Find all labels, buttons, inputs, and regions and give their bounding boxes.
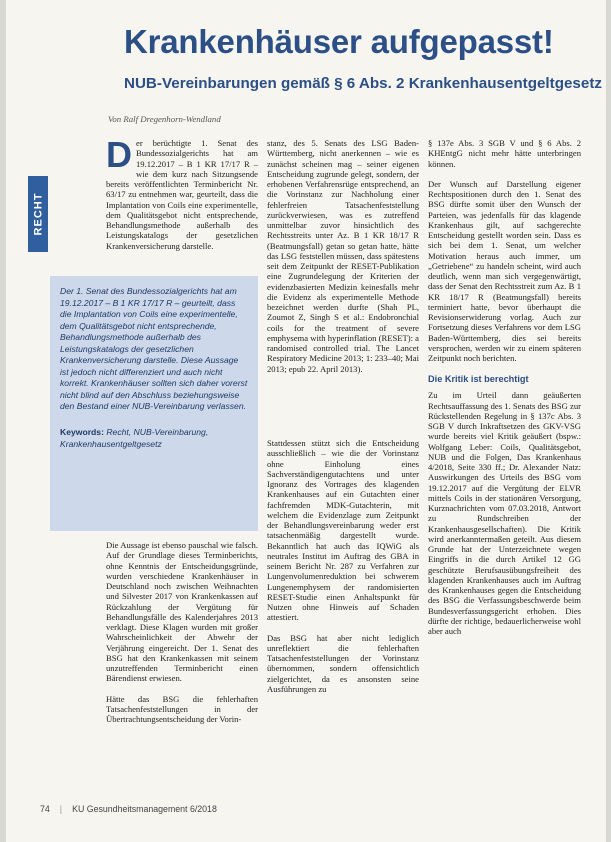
magazine-page <box>6 0 606 842</box>
column-2-top <box>267 138 419 374</box>
article-title: Krankenhäuser aufgepasst! <box>124 23 554 60</box>
column-1-top <box>106 134 258 251</box>
page-number: 74 <box>40 804 50 814</box>
body-paragraph: Stattdessen stützt sich die Entscheidung ausschließlich – wie die der Vorinstanz ohne Einholung eines Sachverständigengutachtens und unter Ignoranz des Vortrages des klagenden Krankenhauses auf ein Gutachten einer fachfremden MDK-Gutachterin, mit welchem die Evidenzlage zum Zeitpunkt der Behandlungsvereinbarung weder erst tatsachenmäßig dargestellt wurde. Bekanntlich hat auch das IQWiG als neutrales Institut im Auftrag des GBA in seinem Bericht Nr. 287 zu Verfahren zur Lungenvolumenreduktion bei schwerem Lungenemphysem der randomisierten RESET-Studie einen Anhaltspunkt für Nutzen ohne Hinweis auf Schaden attestiert. <box>267 438 419 623</box>
publication-name: KU Gesundheitsmanagement 6/2018 <box>72 804 217 814</box>
keywords-label: Keywords: <box>60 427 104 438</box>
body-paragraph: Die Aussage ist ebenso pauschal wie falsch. Auf der Grundlage dieses Terminberichts, ohne Kenntnis der Entscheidungsgründe, wurden verschiedene Krankenhäuser in Deutschland noch zwischen Weihnachten und Silvester 2017 von Krankenkassen auf Rückzahlung der Vergütung für Behandlungsfälle des Kalenderjahres 2013 verklagt. Diese Klagen wurden mit großer Wahrscheinlichkeit der Abwehr der Verjährung eingereicht. Der 1. Senat des BSG hat den Krankenkassen mit seinem unzutreffenden Terminbericht einen Bärendienst erwiesen. <box>106 540 258 684</box>
body-paragraph: § 137e Abs. 3 SGB V und § 6 Abs. 2 KHEntgG nicht mehr hätte unterbringen können. <box>428 138 581 169</box>
drop-cap: D <box>106 134 132 175</box>
column-3 <box>428 138 581 636</box>
intro-paragraph <box>106 134 258 251</box>
section-subheading: Die Kritik ist berechtigt <box>428 374 529 385</box>
summary-text: Der 1. Senat des Bundessozialgerichts hat am 19.12.2017 – B 1 KR 17/17 R – geurteilt, dass die Implantation von Coils eine experimentelle, dem Qualitätsgebot nicht entsprechende, Behandlungsmethode außerhalb des Leistungskatalogs der gesetzlichen Krankenversicherung darstelle. Diese Aussage ist jedoch nicht differenziert und auch nicht korrekt. Krankenhäuser sollten sich daher vorerst nicht blind auf den Abschluss beziehungsweise den Bestand einer NUB-Vereinbarung verlassen. <box>60 286 248 412</box>
keywords <box>60 427 248 450</box>
page-footer <box>40 804 217 814</box>
body-paragraph: Zu im Urteil dann geäußerten Rechtsauffassung des 1. Senats des BSG zur Rückstellenden Regelung in § 137c Abs. 3 SGB V durch Inkraftsetzen des GKV-VSG wurde bereits viel Kritik geäußert (bspw.: Wolfgang Leber: Coils, Qualitätsgebot, NUB und die Folgen, Das Krankenhaus 4/2018, Seite 330 ff.; Dr. Alexander Natz: Auswirkungen des Urteils des BSG vom 19.12.2017 auf die Vergütung der ELVR mittels Coils in der stationären Versorgung, Kurznachrichten vom 07.03.2018, Antwort zu Rundschreiben der Krankenhausgesellschaften). Die Kritik wird anerkanntermaßen geteilt. Aus diesem Grunde hat der Unterzeichnete wegen Eingriffs in die durch Artikel 12 GG geschützte Berufsausübungsfreiheit des klagenden Krankenhauses auch im Auftrag des Krankenhauses gegen die Entscheidung des BSG die Verfassungsbeschwerde beim Bundesverfassungsgericht erhoben. Dies dürfte der richtige, bedauerlicherweise wohl aber auch <box>428 390 581 636</box>
body-paragraph: Der Wunsch auf Darstellung eigener Rechtspositionen durch den 1. Senat des BSG dürfte somit über den Wunsch der Parteien, was jedenfalls für das klagende Krankenhaus gilt, auf sachgerechte Entscheidung gestellt worden sein. Dass es sich bei dem 1. Senat, um welcher Motivation heraus auch immer, um „Getriebene“ zu handeln scheint, wird auch deutlich, wenn man sich vergegenwärtigt, dass der Senat den Rechtsstreit zum Az. B 1 KR 18/17 R (Beatmungsfall) bereits terminiert hatte, bevor überhaupt die Revisionserwiderung vorlag. Auch zur Fortsetzung dieses Verfahrens vor dem LSG Baden-Württemberg, dies sei bereits versprochen, werden wir zu einem späteren Zeitpunkt noch berichten. <box>428 178 581 363</box>
section-tab-label: RECHT <box>32 192 45 236</box>
article-subtitle: NUB-Vereinbarungen gemäß § 6 Abs. 2 Krankenhausentgeltgesetz <box>124 75 602 92</box>
body-paragraph: stanz, des 5. Senats des LSG Baden-Württemberg, nicht anerkennen – wie es zunächst scheinen mag – seiner eigenen Entscheidung zugrunde gelegt, sondern, der erhobenen Verfahrensrüge entsprechend, an die Vorinstanz zur Nachholung einer fehlerfreien Tatsachenfeststellung zurückverwiesen, was es zutreffend unmittelbar zuvor hinsichtlich des Rechtsstreits unter Az. B 1 KR 18/17 R (Beatmungsfall) getan so getan hatte, hätte das LSG feststellen müssen, dass spätestens seit dem Zeitpunkt der RESET-Publikation eine Zugrundelegung der Kriterien der evidenzbasierten Medizin keinesfalls mehr die Evidenz als experimentelle Methode bezeichnet werden durfte (Shah PL, Zoumot Z, Singh S et al.: Endobronchial coils for the treatment of severe emphysema with hyperinflation (RESET): a randomised controlled trial. The Lancet Respiratory Medicine 2013; 1: 233–40; Mai 2013; epub 22. April 2013). <box>267 138 419 374</box>
article-author: Von Ralf Dregenhorn-Wendland <box>108 114 221 124</box>
intro-text: er berüchtigte 1. Senat des Bundessozialgerichts hat am 19.12.2017 – B 1 KR 17/17 R – wie dem kurz nach Sitzungsende bereits veröffentlichten Terminbericht Nr. 63/17 zu entnehmen war, geurteilt, dass die Implantation von Coils eine experimentelle, dem Qualitätsgebot nicht entsprechende, Behandlungsmethode außerhalb des Leistungskatalogs der gesetzlichen Krankenversicherung darstelle. <box>106 138 258 251</box>
column-1-bottom <box>106 540 258 724</box>
column-2-bottom <box>267 438 419 694</box>
body-paragraph: Hätte das BSG die fehlerhaften Tatsachenfeststellungen in der Übertrachtungsentscheidung der Vorin- <box>106 693 258 724</box>
section-tab <box>28 176 48 252</box>
summary-box <box>50 276 258 531</box>
keywords-list: Recht, NUB-Vereinbarung, Krankenhausentgeltgesetz <box>60 427 209 449</box>
body-paragraph: Das BSG hat aber nicht lediglich unreflektiert die fehlerhaften Tatsachenfeststellungen der Vorinstanz übernommen, sondern offensichtlich zielgerichtet, da es ansonsten seine Ausführungen zu <box>267 632 419 694</box>
footer-separator: | <box>59 804 63 814</box>
